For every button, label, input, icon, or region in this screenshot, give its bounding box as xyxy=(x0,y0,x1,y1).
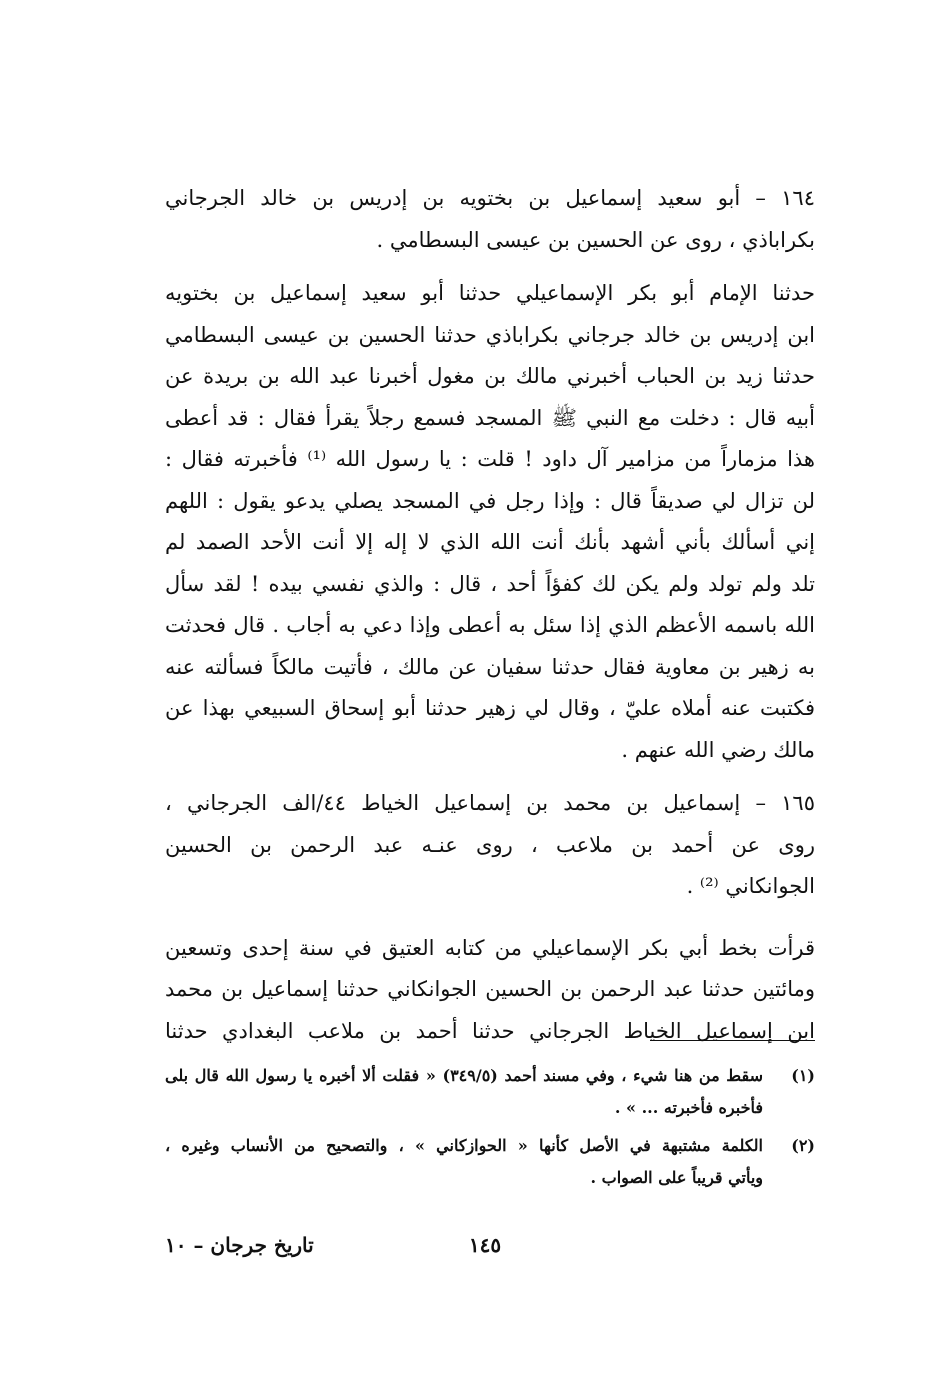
footnote-line: ويأتي قريباً على الصواب . xyxy=(590,1168,763,1187)
entry-165-heading xyxy=(165,783,815,908)
text-line: الجوانكاني ⁽²⁾ . xyxy=(686,874,815,898)
footnote-divider xyxy=(650,1040,815,1041)
text-line: فكتبت عنه أملاه عليّ ، وقال لي زهير حدثنا أبو إسحاق السبيعي بهذا عن xyxy=(165,696,815,720)
text-line: ومائتين حدثنا عبد الرحمن بن الحسين الجوانكاني حدثنا إسماعيل بن محمد xyxy=(165,977,815,1001)
text-line: ١٦٥ – إسماعيل بن محمد بن إسماعيل الخياط ٤٤/الف الجرجاني ، xyxy=(165,791,815,815)
entry-164-heading xyxy=(165,178,815,261)
text-line: بكراباذي ، روى عن الحسين بن عيسى البسطامي . xyxy=(376,227,815,252)
entry-165-body xyxy=(165,928,815,1053)
text-line: الله باسمه الأعظم الذي إذا سئل به أعطى وإذا دعي به أجاب . قال فحدثت xyxy=(165,613,815,637)
entry-164-body xyxy=(165,273,815,771)
main-text xyxy=(165,178,815,1052)
text-line: روى عن أحمد بن ملاعب ، روى عنـه عبد الرحمن بن الحسين xyxy=(165,832,815,857)
footnotes xyxy=(165,1060,815,1200)
text-line: قرأت بخط أبي بكر الإسماعيلي من كتابه العتيق في سنة إحدى وتسعين xyxy=(165,935,815,960)
text-line: ابن إدريس بن خالد جرجاني بكراباذي حدثنا الحسين بن عيسى البسطامي xyxy=(165,322,815,347)
text-line: ابن إسماعيل الخياط الجرجاني حدثنا أحمد بن ملاعب البغدادي حدثنا xyxy=(165,1018,815,1043)
text-line: مالك رضي الله عنهم . xyxy=(621,737,815,762)
book-signature: تاريخ جرجان – ١٠ xyxy=(165,1233,314,1257)
footnote-number: (١) xyxy=(791,1066,815,1085)
footnote-line: سقط من هنا شيء ، وفي مسند أحمد (٣٤٩/٥) « فقلت ألا أخبره يا رسول الله قال بلى xyxy=(165,1066,763,1085)
text-line: إني أسألك بأني أشهد بأنك أنت الله الذي لا إله إلا أنت الأحد الصمد لم xyxy=(165,530,815,554)
footnote-1 xyxy=(165,1060,815,1124)
footnote-2 xyxy=(165,1130,815,1194)
footnote-line: الكلمة مشتبهة في الأصل كأنها « الحوازكاني » ، والتصحيح من الأنساب وغيره ، xyxy=(165,1136,763,1155)
page-number: ١٤٥ xyxy=(468,1233,502,1257)
footnote-number: (٢) xyxy=(791,1136,815,1155)
text-line: حدثنا زيد بن الحباب أخبرني مالك بن مغول أخبرنا عبد الله بن بريدة عن xyxy=(165,364,815,388)
text-line: ١٦٤ – أبو سعيد إسماعيل بن بختويه بن إدريس بن خالد الجرجاني xyxy=(165,186,815,210)
text-line: لن تزال لي صديقاً قال : وإذا رجل في المسجد يصلي يدعو يقول : اللهم xyxy=(165,488,815,513)
text-line: به زهير بن معاوية فقال حدثنا سفيان عن مالك ، فأتيت مالكاً فسألته عنه xyxy=(165,654,815,679)
text-line: أبيه قال : دخلت مع النبي ﷺ المسجد فسمع رجلاً يقرأ فقال : قد أعطى xyxy=(165,405,815,430)
text-line: هذا مزماراً من مزامير آل داود ! قلت : يا رسول الله ⁽¹⁾ فأخبرته فقال : xyxy=(165,447,815,471)
text-line: حدثنا الإمام أبو بكر الإسماعيلي حدثنا أبو سعيد إسماعيل بن بختويه xyxy=(165,281,815,305)
text-line: تلد ولم تولد ولم يكن لك كفؤاً أحد ، قال : والذي نفسي بيده ! لقد سأل xyxy=(165,571,815,596)
footnote-line: فأخبره فأخبرته ... » . xyxy=(614,1098,763,1117)
